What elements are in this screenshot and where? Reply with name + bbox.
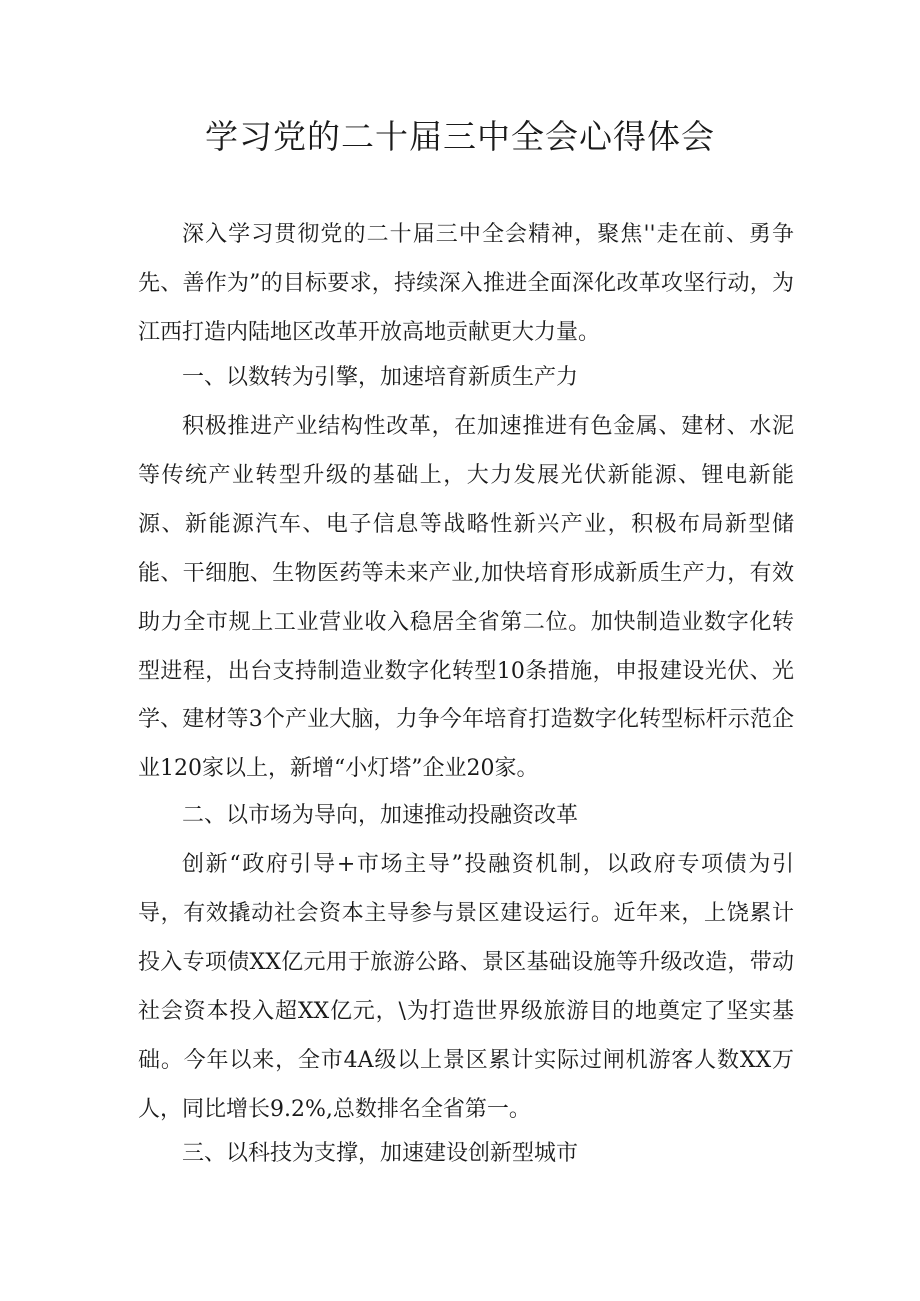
section-body-1: 积极推进产业结构性改革，在加速推进有色金属、建材、水泥等传统产业转型升级的基础上，大力发展光伏新能源、锂电新能源、新能源汽车、电子信息等战略性新兴产业，积极布局新型储能、干细胞、生物医药等未来产业,加快培育形成新质生产力，有效助力全市规上工业营业收入稳居全省第二位。加快制造业数字化转型进程，出台支持制造业数字化转型10条措施，申报建设光伏、光学、建材等3个产业大脑，力争今年培育打造数字化转型标杆示范企业120家以上，新增“小灯塔”企业20家。: [138, 414, 794, 782]
section-body-2: 创新“政府引导+市场主导”投融资机制，以政府专项债为引导，有效撬动社会资本主导参与景区建设运行。近年来，上饶累计投入专项债XX亿元用于旅游公路、景区基础设施等升级改造，带动社会资本投入超XX亿元，\为打造世界级旅游目的地奠定了坚实基础。今年以来，全市4A级以上景区累计实际过闸机游客人数XX万人，同比增长9.2%,总数排名全省第一。: [138, 852, 794, 1122]
section-heading-3: 三、以科技为支撑，加速建设创新型城市: [182, 1141, 579, 1166]
section-heading-1: 一、以数转为引擎，加速培育新质生产力: [182, 365, 579, 390]
page-title: 学习党的二十届三中全会心得体会: [205, 117, 715, 156]
section-heading-2: 二、以市场为导向，加速推动投融资改革: [182, 803, 579, 828]
intro-paragraph: 深入学习贯彻党的二十届三中全会精神，聚焦''走在前、勇争先、善作为”的目标要求，持续深入推进全面深化改革攻坚行动，为江西打造内陆地区改革开放高地贡献更大力量。: [138, 222, 794, 345]
